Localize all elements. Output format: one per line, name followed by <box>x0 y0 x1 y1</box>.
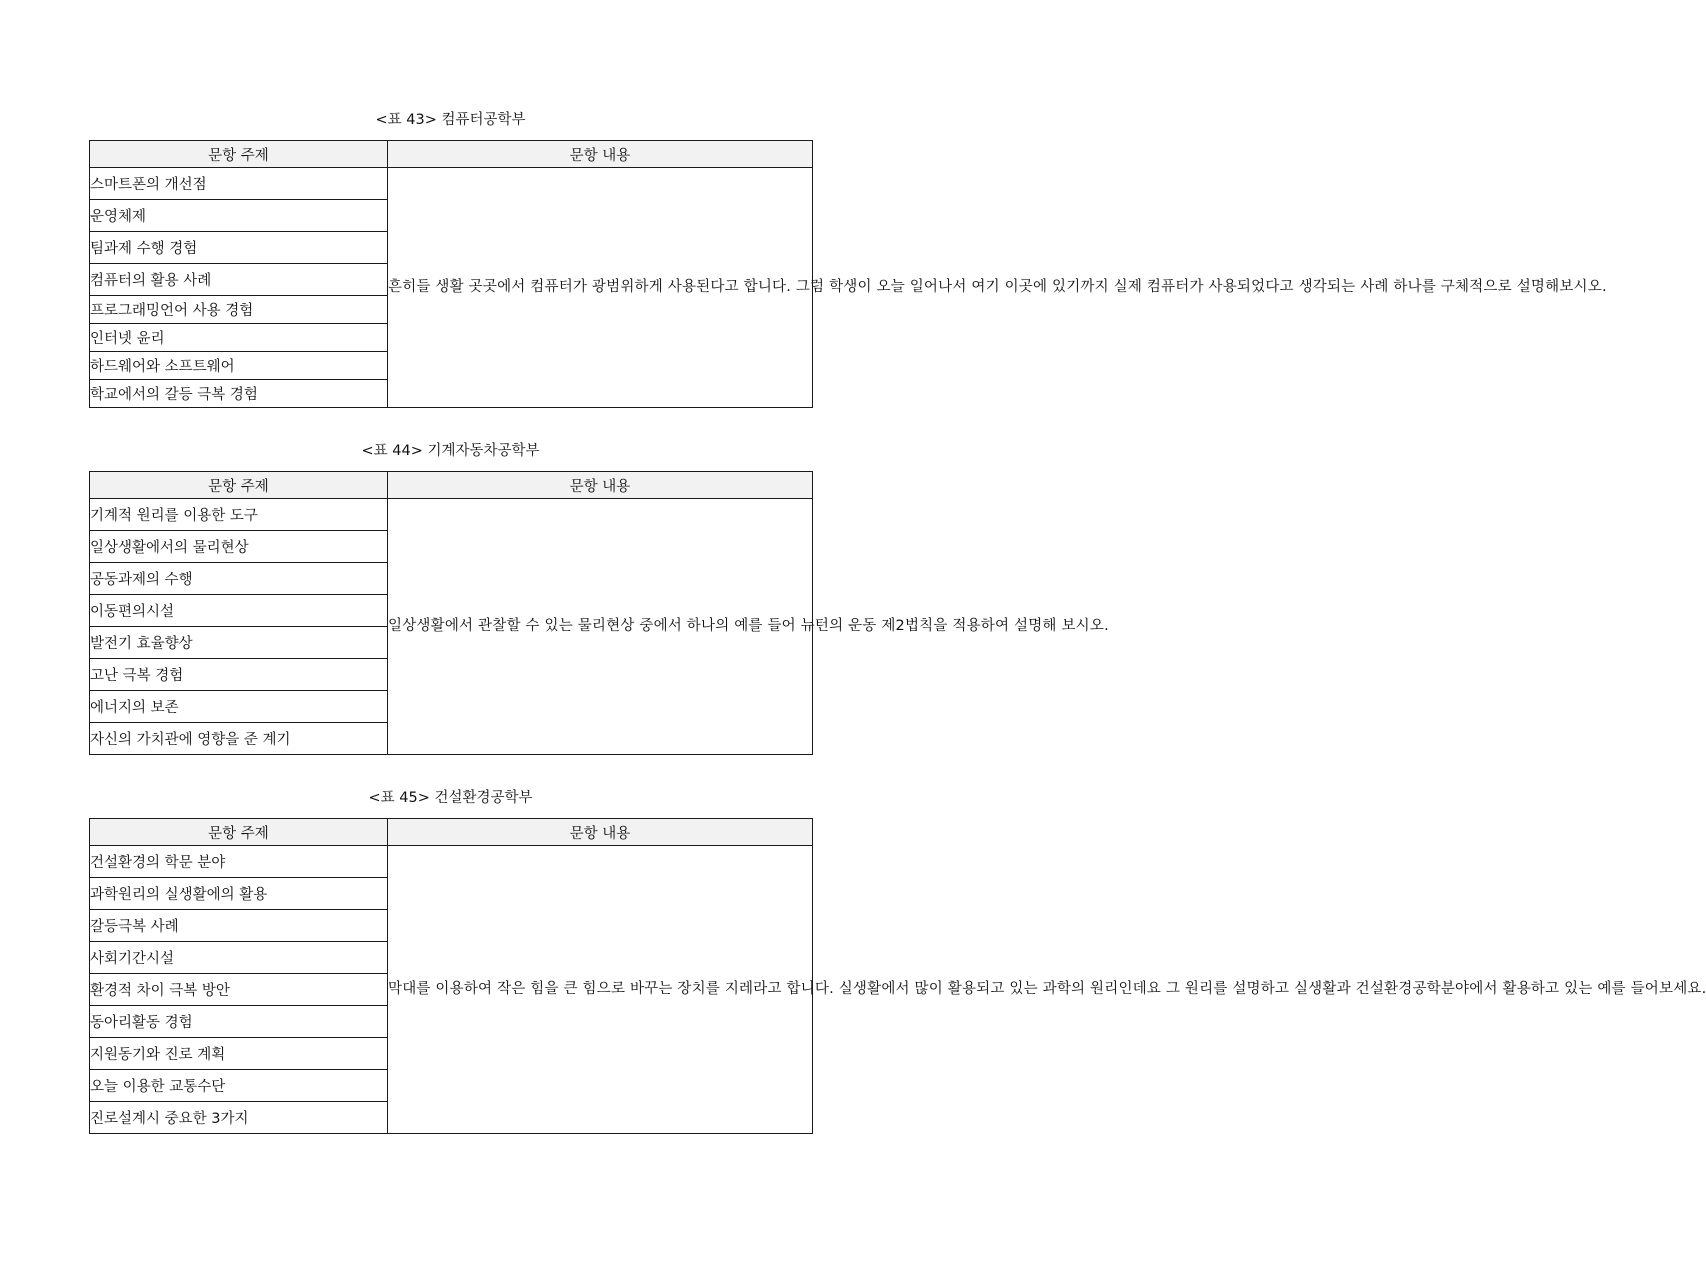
table-43 <box>89 140 1607 408</box>
topic-cell: 갈등극복 사례 <box>90 910 388 942</box>
topic-cell: 사회기간시설 <box>90 942 388 974</box>
header-content: 문항 내용 <box>388 472 813 499</box>
question-content: 막대를 이용하여 작은 힘을 큰 힘으로 바꾸는 장치를 지레라고 합니다. 실생활에서 많이 활용되고 있는 과학의 원리인데요 그 원리를 설명하고 실생활과 건설환경공학분야에서 활용하고 있는 예를 들어보세요. <box>388 846 813 1134</box>
topic-cell: 컴퓨터의 활용 사례 <box>90 264 388 296</box>
topic-cell: 프로그래밍언어 사용 경험 <box>90 296 388 324</box>
topic-cell: 건설환경의 학문 분야 <box>90 846 388 878</box>
question-content: 일상생활에서 관찰할 수 있는 물리현상 중에서 하나의 예를 들어 뉴턴의 운동 제2법칙을 적용하여 설명해 보시오. <box>388 499 813 755</box>
header-topic: 문항 주제 <box>90 819 388 846</box>
table-43-caption: <표 43> 컴퓨터공학부 <box>375 112 526 128</box>
table-row <box>90 499 813 531</box>
table-44 <box>89 471 1109 755</box>
topic-cell: 진로설계시 중요한 3가지 <box>90 1102 388 1134</box>
topic-cell: 학교에서의 갈등 극복 경험 <box>90 380 388 408</box>
topic-cell: 에너지의 보존 <box>90 691 388 723</box>
topic-cell: 발전기 효율향상 <box>90 627 388 659</box>
topic-cell: 과학원리의 실생활에의 활용 <box>90 878 388 910</box>
table-45 <box>89 818 1706 1134</box>
topic-cell: 동아리활동 경험 <box>90 1006 388 1038</box>
header-topic: 문항 주제 <box>90 141 388 168</box>
topic-cell: 하드웨어와 소프트웨어 <box>90 352 388 380</box>
question-content: 흔히들 생활 곳곳에서 컴퓨터가 광범위하게 사용된다고 합니다. 그럼 학생이 오늘 일어나서 여기 이곳에 있기까지 실제 컴퓨터가 사용되었다고 생각되는 사례 하나를 구체적으로 설명해보시오. <box>388 168 813 408</box>
topic-cell: 일상생활에서의 물리현상 <box>90 531 388 563</box>
topic-cell: 지원동기와 진로 계획 <box>90 1038 388 1070</box>
topic-cell: 오늘 이용한 교통수단 <box>90 1070 388 1102</box>
topic-cell: 고난 극복 경험 <box>90 659 388 691</box>
topic-cell: 환경적 차이 극복 방안 <box>90 974 388 1006</box>
table-45-caption: <표 45> 건설환경공학부 <box>368 790 533 806</box>
topic-cell: 운영체제 <box>90 200 388 232</box>
table-row <box>90 846 813 878</box>
topic-cell: 인터넷 윤리 <box>90 324 388 352</box>
topic-cell: 자신의 가치관에 영향을 준 계기 <box>90 723 388 755</box>
table-header-row <box>90 141 813 168</box>
topic-cell: 이동편의시설 <box>90 595 388 627</box>
header-topic: 문항 주제 <box>90 472 388 499</box>
table-row <box>90 168 813 200</box>
table-header-row <box>90 819 813 846</box>
topic-cell: 팀과제 수행 경험 <box>90 232 388 264</box>
table-44-caption: <표 44> 기계자동차공학부 <box>361 443 540 459</box>
header-content: 문항 내용 <box>388 141 813 168</box>
topic-cell: 공동과제의 수행 <box>90 563 388 595</box>
table-header-row <box>90 472 813 499</box>
topic-cell: 기계적 원리를 이용한 도구 <box>90 499 388 531</box>
topic-cell: 스마트폰의 개선점 <box>90 168 388 200</box>
header-content: 문항 내용 <box>388 819 813 846</box>
